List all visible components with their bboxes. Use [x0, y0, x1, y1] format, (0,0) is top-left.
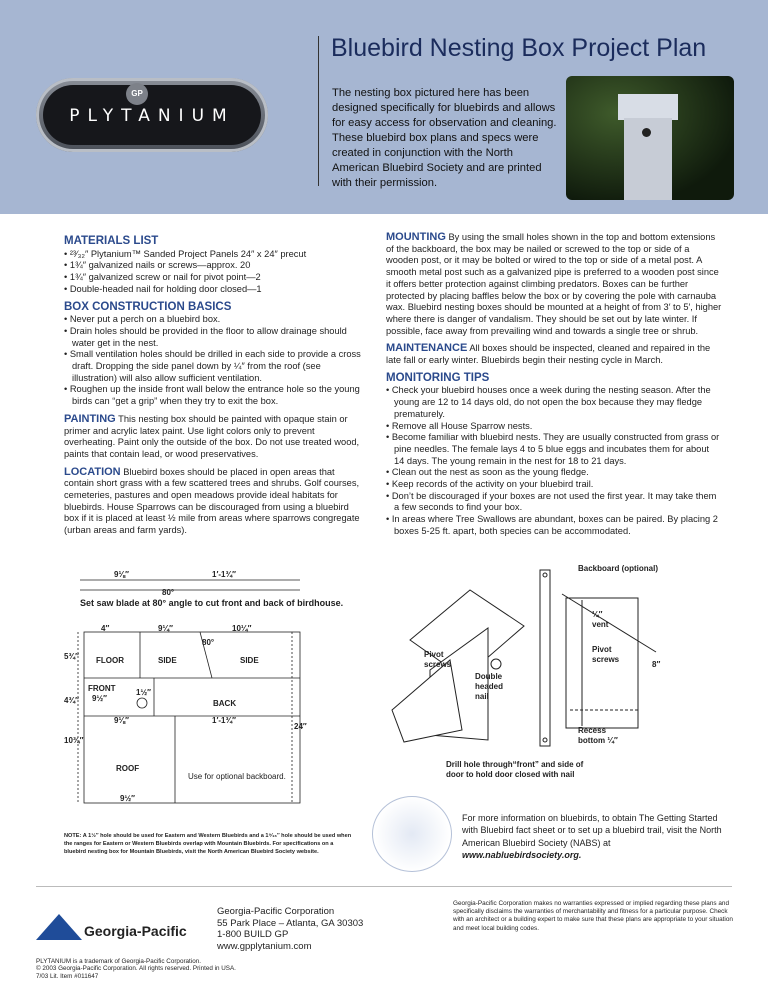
list-item: • Check your bluebird houses once a week during the nesting season. After the young are 12 to 14 days old, do not open the box because they may fledge prematurely. [386, 385, 711, 419]
nesting-box-photo [566, 76, 734, 200]
construction-heading: BOX CONSTRUCTION BASICS [64, 300, 232, 313]
location-text: Bluebird boxes should be placed in open areas that contain short grass with a few scattered trees and shrubs. Golf courses, cemeteries, pastures and open meadows provide ideal habitats for bluebirds. House Sparrows can be discouraged from using a bluebird box if it is placed at least ½ mile from areas where sparrows congregate (urban areas and farm yards). [64, 466, 360, 536]
gp-brand: Georgia-Pacific [84, 923, 187, 939]
logo-wordmark: PLYTANIUM [69, 106, 235, 126]
address-line: 55 Park Place – Atlanta, GA 30303 [217, 917, 364, 929]
materials-list [64, 249, 364, 296]
list-item: • 1¾″ galvanized nails or screws—approx. 20 [64, 260, 251, 271]
dim-label: 10¾″ [64, 736, 84, 745]
maintenance-heading: MAINTENANCE [386, 342, 468, 355]
side-label: SIDE [158, 656, 177, 665]
header-divider [318, 36, 319, 186]
mounting-heading: MOUNTING [386, 231, 446, 243]
side-label: SIDE [240, 656, 259, 665]
dim-label: 9⅛″ [114, 716, 129, 725]
height-label: 8″ [652, 660, 661, 669]
dim-label: 24″ [294, 722, 307, 731]
dim-label: 10¼″ [232, 624, 252, 633]
dim-label: 1′-1¾″ [212, 716, 236, 725]
dim-label: 4″ [101, 624, 110, 633]
website-link[interactable]: www.gpplytanium.com [217, 940, 312, 952]
floor-label: FLOOR [96, 656, 124, 665]
address-block [217, 906, 363, 952]
dim-label: 80° [162, 588, 175, 597]
list-item: • Roughen up the inside front wall below the entrance hole so the young birds can “get a grip” when they try to exit the box. [64, 384, 360, 407]
list-item: • Small ventilation holes should be drilled in each side to provide a cross draft. Dropping the side panel down by ¼″ from the roof (see illustration) will also allow sufficient ventilation. [64, 349, 361, 383]
vent-label: ¼″ vent [592, 610, 609, 629]
construction-list [64, 314, 364, 408]
dim-label: 1′-1¾″ [212, 570, 236, 579]
disclaimer: Georgia-Pacific Corporation makes no warranties expressed or implied regarding these plans and specifically disclaims the warranties of merchantability and fitness for a particular purpose. Check with an architect or a building expert to make sure that these plans are appropriate to your situation and meet local building codes. [453, 900, 733, 932]
dim-label: 9¼″ [158, 624, 173, 633]
dim-label: 9⅛″ [114, 570, 129, 579]
materials-heading: MATERIALS LIST [64, 235, 159, 247]
dim-label: 5¾″ [64, 652, 79, 661]
mounting-text: By using the small holes shown in the top and bottom extensions of the backboard, the box may be nailed or screwed to the top or side of a wooden post, or it may be bolted or wired to the top or side of a metal post. A smooth metal post such as a galvanized pipe is preferred to a wooden post since it offers better protection against climbing predators. Boxes can be further protected by placing baffles below the box or by covering the pole with carnauba wax. Bluebird nesting boxes should be mounted at a height of from 3′ to 5′, higher where there is danger of vandalism. They should be set out by late winter. If possible, face away from prevailing wind and towards a single tree or shrub. [386, 232, 722, 336]
nabs-text [462, 812, 732, 862]
painting-heading: PAINTING [64, 412, 116, 425]
address-line: 1-800 BUILD GP [217, 929, 289, 941]
recess-label: Recess bottom ¼″ [578, 726, 618, 745]
entrance-hole-icon [642, 128, 651, 137]
back-label: BACK [213, 699, 237, 708]
pivot-label-left: Pivot screws [424, 650, 452, 669]
backboard-label: Backboard (optional) [578, 564, 659, 573]
painting-text: This nesting box should be painted with opaque stain or primer and acrylic latex paint. Use light colors only to prevent overheating. Paint only the outside of the box. Do not use treated wood, paints that contain lead, or wood preservatives. [64, 413, 360, 459]
location-paragraph [64, 467, 364, 537]
footer-divider [36, 886, 732, 887]
location-heading: LOCATION [64, 465, 121, 478]
list-item: • In areas where Tree Swallows are abundant, boxes can be paired. By placing 2 boxes 5-25 ft. apart, both species can be accommodated. [386, 514, 718, 536]
gp-logo-icon [36, 914, 82, 940]
gp-badge: GP [126, 83, 148, 105]
maintenance-text: All boxes should be inspected, cleaned and repaired in the late fall or early winter. Bluebirds begin their nesting cycle in March. [386, 343, 711, 366]
dim-label: 4¾″ [64, 696, 79, 705]
double-nail-label: Double headed nail [475, 672, 504, 701]
list-item: • Clean out the nest as soon as the young fledge. [386, 467, 589, 478]
dim-label: 9½″ [92, 694, 107, 703]
list-item: • Don’t be discouraged if your boxes are not used the first year. It may take them a few seconds to find your box. [386, 490, 717, 513]
saw-caption: Set saw blade at 80° angle to cut front and back of birdhouse. [80, 598, 344, 608]
pivot-label-right: Pivot screws [592, 645, 620, 664]
maintenance-paragraph [386, 343, 722, 366]
right-column [386, 232, 722, 538]
nabs-body: For more information on bluebirds, to obtain The Getting Started with Bluebird fact sheet or to set up a bluebird trail, visit the North American Bluebird Society (NABS) at [462, 813, 722, 848]
list-item: • Double-headed nail for holding door closed—1 [64, 283, 262, 294]
address-line: Georgia-Pacific Corporation [217, 906, 335, 917]
legal-line: PLYTANIUM is a trademark of Georgia-Pacific Corporation. [36, 958, 201, 965]
left-column [64, 230, 364, 537]
mounting-paragraph [386, 232, 722, 337]
front-label: FRONT [88, 684, 116, 693]
list-item: • 1¾″ galvanized screw or nail for pivot point—2 [64, 272, 261, 283]
legal-line: 7/03 Lit. Item #011647 [36, 972, 99, 980]
hole-note: NOTE: A 1½″ hole should be used for Eastern and Western Bluebirds and a 1⁹⁄₁₆″ hole should be used when the ranges for Eastern or Western Bluebirds overlap with Mountain Bluebirds. For specifications on a bluebird nesting box for Mountain Bluebirds, visit the North American Bluebird Society website. [64, 833, 352, 855]
list-item: • Keep records of the activity on your bluebird trail. [386, 479, 594, 490]
roof-label: ROOF [116, 764, 140, 773]
dim-label: 9½″ [120, 794, 135, 803]
drill-label: Drill hole through“front” and side of door to hold door closed with nail [446, 760, 584, 779]
legal-block [36, 958, 236, 980]
painting-paragraph [64, 414, 364, 461]
backboard-note: Use for optional backboard. [188, 772, 286, 781]
list-item: • ²³⁄₃₂″ Plytanium™ Sanded Project Panels 24″ x 24″ precut [64, 248, 307, 259]
hole-label: 1½″ [136, 688, 151, 697]
intro-text: The nesting box pictured here has been designed specifically for bluebirds and allows for easy access for observation and cleaning. These bluebird box plans and specs were created in conjunction with the North American Bluebird Society and are printed with their permission. [332, 87, 557, 189]
nabs-link[interactable]: www.nabluebirdsociety.org. [462, 850, 582, 861]
page-title: Bluebird Nesting Box Project Plan [331, 34, 707, 62]
list-item: • Never put a perch on a bluebird box. [64, 314, 221, 325]
nabs-seal-icon [372, 796, 452, 872]
list-item: • Drain holes should be provided in the floor to allow drainage should water get in the nest. [64, 325, 347, 348]
monitoring-heading: MONITORING TIPS [386, 371, 490, 384]
dim-label: 80° [202, 638, 215, 647]
monitoring-list [386, 385, 722, 537]
list-item: • Become familiar with bluebird nests. They are usually constructed from grass or pine needles. The female lays 4 to 5 blue eggs and incubates them for about 14 days. The young remain in the nest for 18 to 21 days. [386, 432, 720, 466]
list-item: • Remove all House Sparrow nests. [386, 420, 533, 431]
legal-line: © 2003 Georgia-Pacific Corporation. All rights reserved. Printed in USA. [36, 965, 236, 973]
